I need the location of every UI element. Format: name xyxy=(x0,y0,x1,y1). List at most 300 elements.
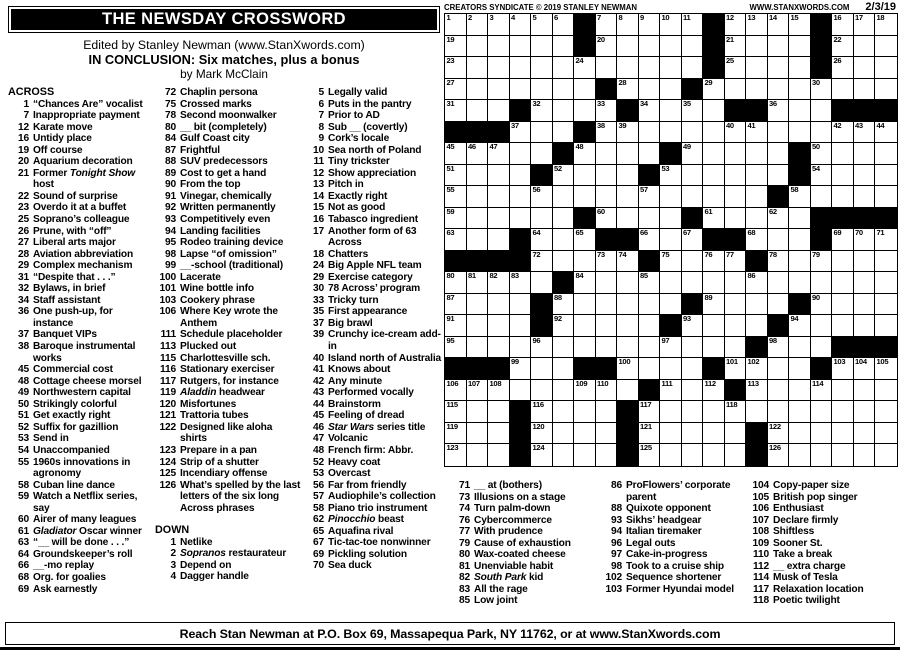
grid-cell[interactable] xyxy=(617,36,639,58)
grid-cell[interactable] xyxy=(596,186,618,208)
grid-cell[interactable] xyxy=(746,380,768,402)
grid-cell[interactable] xyxy=(746,315,768,337)
grid-cell[interactable] xyxy=(574,444,596,466)
grid-cell[interactable] xyxy=(725,337,747,359)
grid-cell[interactable] xyxy=(703,79,725,101)
grid-cell[interactable] xyxy=(531,423,553,445)
grid-cell[interactable] xyxy=(617,272,639,294)
grid-cell[interactable] xyxy=(789,444,811,466)
grid-cell[interactable] xyxy=(854,36,876,58)
grid-cell[interactable] xyxy=(574,186,596,208)
grid-cell[interactable] xyxy=(488,380,510,402)
grid-cell[interactable] xyxy=(768,79,790,101)
grid-cell[interactable] xyxy=(746,208,768,230)
grid-cell[interactable] xyxy=(854,165,876,187)
grid-cell[interactable] xyxy=(682,315,704,337)
grid-cell[interactable] xyxy=(488,186,510,208)
grid-cell[interactable] xyxy=(574,229,596,251)
grid-cell[interactable] xyxy=(725,315,747,337)
grid-cell[interactable] xyxy=(768,57,790,79)
grid-cell[interactable] xyxy=(467,337,489,359)
grid-cell[interactable] xyxy=(875,272,897,294)
grid-cell[interactable] xyxy=(488,100,510,122)
grid-cell[interactable] xyxy=(854,401,876,423)
grid-cell[interactable] xyxy=(703,122,725,144)
grid-cell[interactable] xyxy=(574,165,596,187)
grid-cell[interactable] xyxy=(832,57,854,79)
grid-cell[interactable] xyxy=(875,36,897,58)
grid-cell[interactable] xyxy=(811,294,833,316)
grid-cell[interactable] xyxy=(725,423,747,445)
grid-cell[interactable] xyxy=(553,57,575,79)
grid-cell[interactable] xyxy=(488,294,510,316)
grid-cell[interactable] xyxy=(703,294,725,316)
grid-cell[interactable] xyxy=(510,36,532,58)
grid-cell[interactable] xyxy=(789,229,811,251)
grid-cell[interactable] xyxy=(768,423,790,445)
grid-cell[interactable] xyxy=(488,444,510,466)
grid-cell[interactable] xyxy=(746,122,768,144)
grid-cell[interactable] xyxy=(467,36,489,58)
grid-cell[interactable] xyxy=(445,401,467,423)
grid-cell[interactable] xyxy=(617,315,639,337)
grid-cell[interactable] xyxy=(811,444,833,466)
grid-cell[interactable] xyxy=(639,143,661,165)
grid-cell[interactable] xyxy=(725,358,747,380)
grid-cell[interactable] xyxy=(617,380,639,402)
grid-cell[interactable] xyxy=(789,36,811,58)
grid-cell[interactable] xyxy=(768,143,790,165)
grid-cell[interactable] xyxy=(467,380,489,402)
grid-cell[interactable] xyxy=(639,229,661,251)
grid-cell[interactable] xyxy=(768,208,790,230)
grid-cell[interactable] xyxy=(617,208,639,230)
grid-cell[interactable] xyxy=(553,79,575,101)
grid-cell[interactable] xyxy=(510,315,532,337)
grid-cell[interactable] xyxy=(639,36,661,58)
grid-cell[interactable] xyxy=(875,57,897,79)
grid-cell[interactable] xyxy=(832,229,854,251)
grid-cell[interactable] xyxy=(445,208,467,230)
grid-cell[interactable] xyxy=(510,358,532,380)
grid-cell[interactable] xyxy=(725,294,747,316)
grid-cell[interactable] xyxy=(703,186,725,208)
grid-cell[interactable] xyxy=(811,79,833,101)
grid-cell[interactable] xyxy=(789,122,811,144)
grid-cell[interactable] xyxy=(811,122,833,144)
grid-cell[interactable] xyxy=(682,423,704,445)
grid-cell[interactable] xyxy=(789,251,811,273)
grid-cell[interactable] xyxy=(531,272,553,294)
grid-cell[interactable] xyxy=(725,79,747,101)
grid-cell[interactable] xyxy=(682,165,704,187)
grid-cell[interactable] xyxy=(703,315,725,337)
grid-cell[interactable] xyxy=(811,100,833,122)
grid-cell[interactable] xyxy=(660,272,682,294)
grid-cell[interactable] xyxy=(553,186,575,208)
grid-cell[interactable] xyxy=(746,143,768,165)
grid-cell[interactable] xyxy=(854,272,876,294)
grid-cell[interactable] xyxy=(553,36,575,58)
grid-cell[interactable] xyxy=(725,208,747,230)
grid-cell[interactable] xyxy=(596,315,618,337)
grid-cell[interactable] xyxy=(617,165,639,187)
grid-cell[interactable] xyxy=(725,143,747,165)
grid-cell[interactable] xyxy=(488,14,510,36)
grid-cell[interactable] xyxy=(875,401,897,423)
grid-cell[interactable] xyxy=(768,272,790,294)
grid-cell[interactable] xyxy=(682,380,704,402)
grid-cell[interactable] xyxy=(531,14,553,36)
grid-cell[interactable] xyxy=(467,294,489,316)
grid-cell[interactable] xyxy=(639,444,661,466)
grid-cell[interactable] xyxy=(531,57,553,79)
grid-cell[interactable] xyxy=(445,186,467,208)
grid-cell[interactable] xyxy=(596,380,618,402)
grid-cell[interactable] xyxy=(553,444,575,466)
grid-cell[interactable] xyxy=(682,36,704,58)
grid-cell[interactable] xyxy=(768,380,790,402)
grid-cell[interactable] xyxy=(725,186,747,208)
grid-cell[interactable] xyxy=(467,272,489,294)
grid-cell[interactable] xyxy=(746,57,768,79)
grid-cell[interactable] xyxy=(488,36,510,58)
grid-cell[interactable] xyxy=(553,251,575,273)
grid-cell[interactable] xyxy=(574,423,596,445)
grid-cell[interactable] xyxy=(811,337,833,359)
grid-cell[interactable] xyxy=(488,401,510,423)
grid-cell[interactable] xyxy=(811,272,833,294)
grid-cell[interactable] xyxy=(531,229,553,251)
grid-cell[interactable] xyxy=(488,315,510,337)
grid-cell[interactable] xyxy=(725,401,747,423)
grid-cell[interactable] xyxy=(510,57,532,79)
grid-cell[interactable] xyxy=(725,57,747,79)
grid-cell[interactable] xyxy=(746,165,768,187)
grid-cell[interactable] xyxy=(875,143,897,165)
grid-cell[interactable] xyxy=(789,401,811,423)
grid-cell[interactable] xyxy=(854,294,876,316)
grid-cell[interactable] xyxy=(832,423,854,445)
grid-cell[interactable] xyxy=(445,272,467,294)
grid-cell[interactable] xyxy=(574,380,596,402)
grid-cell[interactable] xyxy=(832,122,854,144)
grid-cell[interactable] xyxy=(660,229,682,251)
grid-cell[interactable] xyxy=(617,358,639,380)
grid-cell[interactable] xyxy=(703,143,725,165)
grid-cell[interactable] xyxy=(725,444,747,466)
grid-cell[interactable] xyxy=(639,208,661,230)
grid-cell[interactable] xyxy=(854,251,876,273)
grid-cell[interactable] xyxy=(768,444,790,466)
grid-cell[interactable] xyxy=(639,57,661,79)
grid-cell[interactable] xyxy=(768,294,790,316)
grid-cell[interactable] xyxy=(467,79,489,101)
grid-cell[interactable] xyxy=(531,337,553,359)
grid-cell[interactable] xyxy=(875,294,897,316)
grid-cell[interactable] xyxy=(811,401,833,423)
grid-cell[interactable] xyxy=(660,100,682,122)
grid-cell[interactable] xyxy=(854,229,876,251)
grid-cell[interactable] xyxy=(553,401,575,423)
grid-cell[interactable] xyxy=(596,122,618,144)
grid-cell[interactable] xyxy=(553,208,575,230)
grid-cell[interactable] xyxy=(639,423,661,445)
grid-cell[interactable] xyxy=(854,186,876,208)
grid-cell[interactable] xyxy=(789,358,811,380)
grid-cell[interactable] xyxy=(746,79,768,101)
grid-cell[interactable] xyxy=(875,423,897,445)
grid-cell[interactable] xyxy=(488,337,510,359)
grid-cell[interactable] xyxy=(875,79,897,101)
grid-cell[interactable] xyxy=(467,165,489,187)
grid-cell[interactable] xyxy=(596,272,618,294)
grid-cell[interactable] xyxy=(574,337,596,359)
grid-cell[interactable] xyxy=(574,100,596,122)
grid-cell[interactable] xyxy=(639,401,661,423)
grid-cell[interactable] xyxy=(725,165,747,187)
grid-cell[interactable] xyxy=(639,315,661,337)
grid-cell[interactable] xyxy=(682,272,704,294)
grid-cell[interactable] xyxy=(639,100,661,122)
grid-cell[interactable] xyxy=(682,57,704,79)
grid-cell[interactable] xyxy=(553,423,575,445)
grid-cell[interactable] xyxy=(510,143,532,165)
grid-cell[interactable] xyxy=(875,14,897,36)
grid-cell[interactable] xyxy=(832,186,854,208)
grid-cell[interactable] xyxy=(510,79,532,101)
grid-cell[interactable] xyxy=(682,100,704,122)
grid-cell[interactable] xyxy=(854,57,876,79)
grid-cell[interactable] xyxy=(510,14,532,36)
grid-cell[interactable] xyxy=(854,423,876,445)
grid-cell[interactable] xyxy=(531,143,553,165)
grid-cell[interactable] xyxy=(445,143,467,165)
grid-cell[interactable] xyxy=(510,294,532,316)
grid-cell[interactable] xyxy=(596,57,618,79)
grid-cell[interactable] xyxy=(467,423,489,445)
grid-cell[interactable] xyxy=(789,14,811,36)
grid-cell[interactable] xyxy=(467,186,489,208)
grid-cell[interactable] xyxy=(832,165,854,187)
grid-cell[interactable] xyxy=(445,229,467,251)
grid-cell[interactable] xyxy=(682,14,704,36)
grid-cell[interactable] xyxy=(510,380,532,402)
grid-cell[interactable] xyxy=(682,444,704,466)
grid-cell[interactable] xyxy=(617,337,639,359)
grid-cell[interactable] xyxy=(811,423,833,445)
grid-cell[interactable] xyxy=(832,401,854,423)
grid-cell[interactable] xyxy=(531,251,553,273)
grid-cell[interactable] xyxy=(875,165,897,187)
grid-cell[interactable] xyxy=(467,208,489,230)
grid-cell[interactable] xyxy=(488,79,510,101)
grid-cell[interactable] xyxy=(832,79,854,101)
grid-cell[interactable] xyxy=(768,165,790,187)
grid-cell[interactable] xyxy=(811,165,833,187)
grid-cell[interactable] xyxy=(746,272,768,294)
grid-cell[interactable] xyxy=(768,229,790,251)
grid-cell[interactable] xyxy=(703,401,725,423)
grid-cell[interactable] xyxy=(467,143,489,165)
grid-cell[interactable] xyxy=(832,14,854,36)
grid-cell[interactable] xyxy=(574,143,596,165)
grid-cell[interactable] xyxy=(811,251,833,273)
grid-cell[interactable] xyxy=(703,208,725,230)
grid-cell[interactable] xyxy=(789,79,811,101)
grid-cell[interactable] xyxy=(682,143,704,165)
grid-cell[interactable] xyxy=(445,423,467,445)
grid-cell[interactable] xyxy=(510,337,532,359)
grid-cell[interactable] xyxy=(789,272,811,294)
grid-cell[interactable] xyxy=(789,208,811,230)
grid-cell[interactable] xyxy=(854,380,876,402)
grid-cell[interactable] xyxy=(703,380,725,402)
grid-cell[interactable] xyxy=(811,380,833,402)
grid-cell[interactable] xyxy=(875,186,897,208)
grid-cell[interactable] xyxy=(445,57,467,79)
grid-cell[interactable] xyxy=(703,100,725,122)
grid-cell[interactable] xyxy=(660,380,682,402)
grid-cell[interactable] xyxy=(832,380,854,402)
grid-cell[interactable] xyxy=(789,100,811,122)
grid-cell[interactable] xyxy=(768,100,790,122)
grid-cell[interactable] xyxy=(531,380,553,402)
grid-cell[interactable] xyxy=(445,337,467,359)
grid-cell[interactable] xyxy=(703,337,725,359)
grid-cell[interactable] xyxy=(832,294,854,316)
grid-cell[interactable] xyxy=(445,380,467,402)
grid-cell[interactable] xyxy=(574,294,596,316)
grid-cell[interactable] xyxy=(617,186,639,208)
grid-cell[interactable] xyxy=(617,57,639,79)
grid-cell[interactable] xyxy=(445,14,467,36)
grid-cell[interactable] xyxy=(574,79,596,101)
grid-cell[interactable] xyxy=(531,358,553,380)
grid-cell[interactable] xyxy=(832,444,854,466)
grid-cell[interactable] xyxy=(660,165,682,187)
grid-cell[interactable] xyxy=(445,444,467,466)
grid-cell[interactable] xyxy=(553,100,575,122)
grid-cell[interactable] xyxy=(725,14,747,36)
grid-cell[interactable] xyxy=(854,444,876,466)
grid-cell[interactable] xyxy=(596,100,618,122)
grid-cell[interactable] xyxy=(768,401,790,423)
grid-cell[interactable] xyxy=(617,79,639,101)
grid-cell[interactable] xyxy=(488,165,510,187)
grid-cell[interactable] xyxy=(467,57,489,79)
grid-cell[interactable] xyxy=(510,122,532,144)
grid-cell[interactable] xyxy=(531,79,553,101)
grid-cell[interactable] xyxy=(617,294,639,316)
grid-cell[interactable] xyxy=(703,272,725,294)
grid-cell[interactable] xyxy=(789,186,811,208)
grid-cell[interactable] xyxy=(703,251,725,273)
grid-cell[interactable] xyxy=(531,444,553,466)
grid-cell[interactable] xyxy=(660,251,682,273)
grid-cell[interactable] xyxy=(725,36,747,58)
grid-cell[interactable] xyxy=(596,14,618,36)
grid-cell[interactable] xyxy=(660,122,682,144)
grid-cell[interactable] xyxy=(789,315,811,337)
grid-cell[interactable] xyxy=(596,337,618,359)
grid-cell[interactable] xyxy=(531,122,553,144)
grid-cell[interactable] xyxy=(639,186,661,208)
grid-cell[interactable] xyxy=(682,186,704,208)
grid-cell[interactable] xyxy=(660,358,682,380)
grid-cell[interactable] xyxy=(639,14,661,36)
grid-cell[interactable] xyxy=(682,122,704,144)
grid-cell[interactable] xyxy=(574,251,596,273)
grid-cell[interactable] xyxy=(553,14,575,36)
grid-cell[interactable] xyxy=(746,401,768,423)
grid-cell[interactable] xyxy=(789,337,811,359)
grid-cell[interactable] xyxy=(854,315,876,337)
grid-cell[interactable] xyxy=(553,380,575,402)
grid-cell[interactable] xyxy=(531,208,553,230)
grid-cell[interactable] xyxy=(596,165,618,187)
grid-cell[interactable] xyxy=(617,122,639,144)
grid-cell[interactable] xyxy=(703,165,725,187)
grid-cell[interactable] xyxy=(854,122,876,144)
grid-cell[interactable] xyxy=(467,14,489,36)
grid-cell[interactable] xyxy=(510,272,532,294)
grid-cell[interactable] xyxy=(682,229,704,251)
grid-cell[interactable] xyxy=(553,358,575,380)
grid-cell[interactable] xyxy=(682,337,704,359)
grid-cell[interactable] xyxy=(746,14,768,36)
grid-cell[interactable] xyxy=(574,272,596,294)
grid-cell[interactable] xyxy=(553,337,575,359)
grid-cell[interactable] xyxy=(553,122,575,144)
grid-cell[interactable] xyxy=(660,401,682,423)
grid-cell[interactable] xyxy=(596,423,618,445)
grid-cell[interactable] xyxy=(639,272,661,294)
grid-cell[interactable] xyxy=(553,315,575,337)
grid-cell[interactable] xyxy=(832,251,854,273)
grid-cell[interactable] xyxy=(768,14,790,36)
grid-cell[interactable] xyxy=(875,122,897,144)
grid-cell[interactable] xyxy=(811,186,833,208)
grid-cell[interactable] xyxy=(617,14,639,36)
grid-cell[interactable] xyxy=(660,294,682,316)
grid-cell[interactable] xyxy=(660,57,682,79)
grid-cell[interactable] xyxy=(531,100,553,122)
grid-cell[interactable] xyxy=(574,401,596,423)
grid-cell[interactable] xyxy=(596,444,618,466)
grid-cell[interactable] xyxy=(488,272,510,294)
grid-cell[interactable] xyxy=(445,79,467,101)
grid-cell[interactable] xyxy=(703,423,725,445)
grid-cell[interactable] xyxy=(660,208,682,230)
grid-cell[interactable] xyxy=(768,337,790,359)
grid-cell[interactable] xyxy=(789,423,811,445)
grid-cell[interactable] xyxy=(703,444,725,466)
grid-cell[interactable] xyxy=(639,294,661,316)
grid-cell[interactable] xyxy=(660,36,682,58)
grid-cell[interactable] xyxy=(768,122,790,144)
grid-cell[interactable] xyxy=(617,143,639,165)
grid-cell[interactable] xyxy=(746,36,768,58)
grid-cell[interactable] xyxy=(510,165,532,187)
grid-cell[interactable] xyxy=(660,14,682,36)
grid-cell[interactable] xyxy=(660,423,682,445)
grid-cell[interactable] xyxy=(553,229,575,251)
grid-cell[interactable] xyxy=(875,229,897,251)
grid-cell[interactable] xyxy=(682,358,704,380)
grid-cell[interactable] xyxy=(617,251,639,273)
grid-cell[interactable] xyxy=(682,401,704,423)
